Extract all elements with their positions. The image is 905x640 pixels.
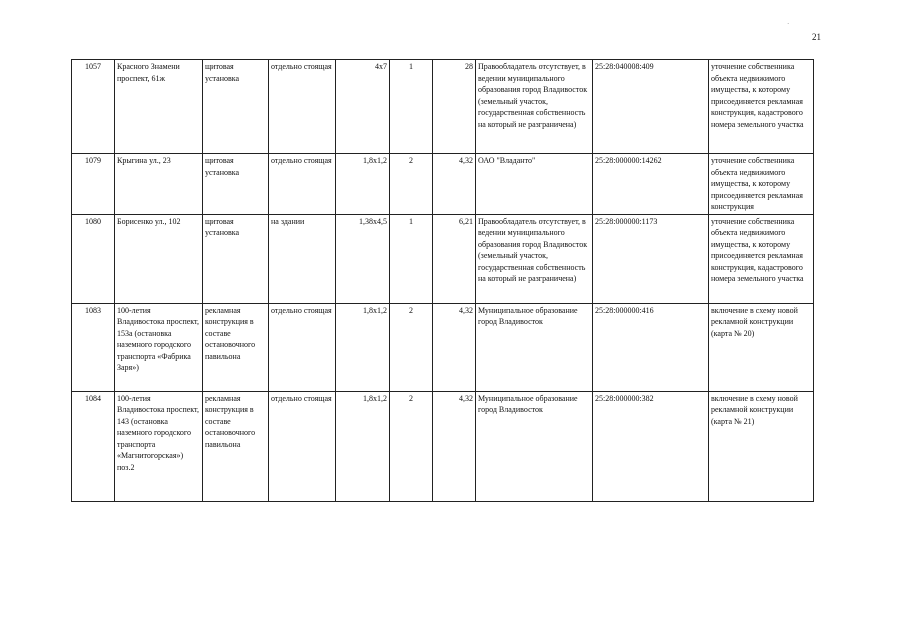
cell-construction-type: щитовая установка: [203, 154, 269, 215]
cell-cadastral-number: 25:28:000000:14262: [593, 154, 709, 215]
cell-area: 6,21: [433, 214, 476, 303]
cell-cadastral-number: 25:28:000000:416: [593, 303, 709, 391]
table-body: [72, 60, 814, 502]
cell-cadastral-number: 25:28:000000:382: [593, 391, 709, 501]
cell-construction-type: рекламная конструкция в составе остановочного павильона: [203, 303, 269, 391]
cell-size: 1,8х1,2: [336, 391, 390, 501]
cell-quantity: 2: [390, 391, 433, 501]
cell-quantity: 1: [390, 60, 433, 154]
table-row: [72, 154, 814, 215]
cell-number: 1057: [72, 60, 115, 154]
cell-construction-type: щитовая установка: [203, 214, 269, 303]
cell-construction-type: щитовая установка: [203, 60, 269, 154]
registry-table: [71, 59, 814, 502]
cell-address: Крыгина ул., 23: [115, 154, 203, 215]
cell-placement: на здании: [269, 214, 336, 303]
cell-quantity: 2: [390, 154, 433, 215]
cell-address: Красного Знамени проспект, 61ж: [115, 60, 203, 154]
table-row: [72, 60, 814, 154]
cell-placement: отдельно стоящая: [269, 303, 336, 391]
cell-quantity: 2: [390, 303, 433, 391]
page-number: 21: [812, 32, 821, 42]
cell-number: 1084: [72, 391, 115, 501]
table-row: [72, 214, 814, 303]
cell-number: 1079: [72, 154, 115, 215]
cell-number: 1083: [72, 303, 115, 391]
cell-note: включение в схему новой рекламной конструкции (карта № 20): [709, 303, 814, 391]
table-row: [72, 391, 814, 501]
cell-note: включение в схему новой рекламной конструкции (карта № 21): [709, 391, 814, 501]
cell-size: 1,8х1,2: [336, 303, 390, 391]
cell-owner: Правообладатель отсутствует, в ведении муниципального образования город Владивосток (земельный участок, государственная собственность на который не разграничена): [476, 60, 593, 154]
cell-address: Борисенко ул., 102: [115, 214, 203, 303]
cell-note: уточнение собственника объекта недвижимого имущества, к которому присоединяется рекламная конструкция, кадастрового номера земельного участка: [709, 60, 814, 154]
corner-mark: ·: [787, 20, 790, 28]
cell-address: 100-летия Владивостока проспект, 153а (остановка наземного городского транспорта «Фабрика Заря»): [115, 303, 203, 391]
cell-placement: отдельно стоящая: [269, 391, 336, 501]
cell-cadastral-number: 25:28:000000:1173: [593, 214, 709, 303]
cell-quantity: 1: [390, 214, 433, 303]
cell-area: 4,32: [433, 303, 476, 391]
cell-owner: Правообладатель отсутствует, в ведении муниципального образования город Владивосток (земельный участок, государственная собственность на который не разграничена): [476, 214, 593, 303]
cell-placement: отдельно стоящая: [269, 154, 336, 215]
cell-note: уточнение собственника объекта недвижимого имущества, к которому присоединяется рекламная конструкция: [709, 154, 814, 215]
cell-owner: Муниципальное образование город Владивосток: [476, 303, 593, 391]
cell-size: 1,8х1,2: [336, 154, 390, 215]
cell-size: 4х7: [336, 60, 390, 154]
table-row: [72, 303, 814, 391]
cell-area: 28: [433, 60, 476, 154]
cell-placement: отдельно стоящая: [269, 60, 336, 154]
cell-owner: Муниципальное образование город Владивосток: [476, 391, 593, 501]
cell-owner: ОАО "Владанто": [476, 154, 593, 215]
cell-area: 4,32: [433, 391, 476, 501]
cell-construction-type: рекламная конструкция в составе остановочного павильона: [203, 391, 269, 501]
cell-cadastral-number: 25:28:040008:409: [593, 60, 709, 154]
cell-number: 1080: [72, 214, 115, 303]
cell-size: 1,38х4,5: [336, 214, 390, 303]
cell-area: 4,32: [433, 154, 476, 215]
cell-note: уточнение собственника объекта недвижимого имущества, к которому присоединяется рекламная конструкция, кадастрового номера земельного участка: [709, 214, 814, 303]
cell-address: 100-летия Владивостока проспект, 143 (остановка наземного городского транспорта «Магнитогорская») поз.2: [115, 391, 203, 501]
